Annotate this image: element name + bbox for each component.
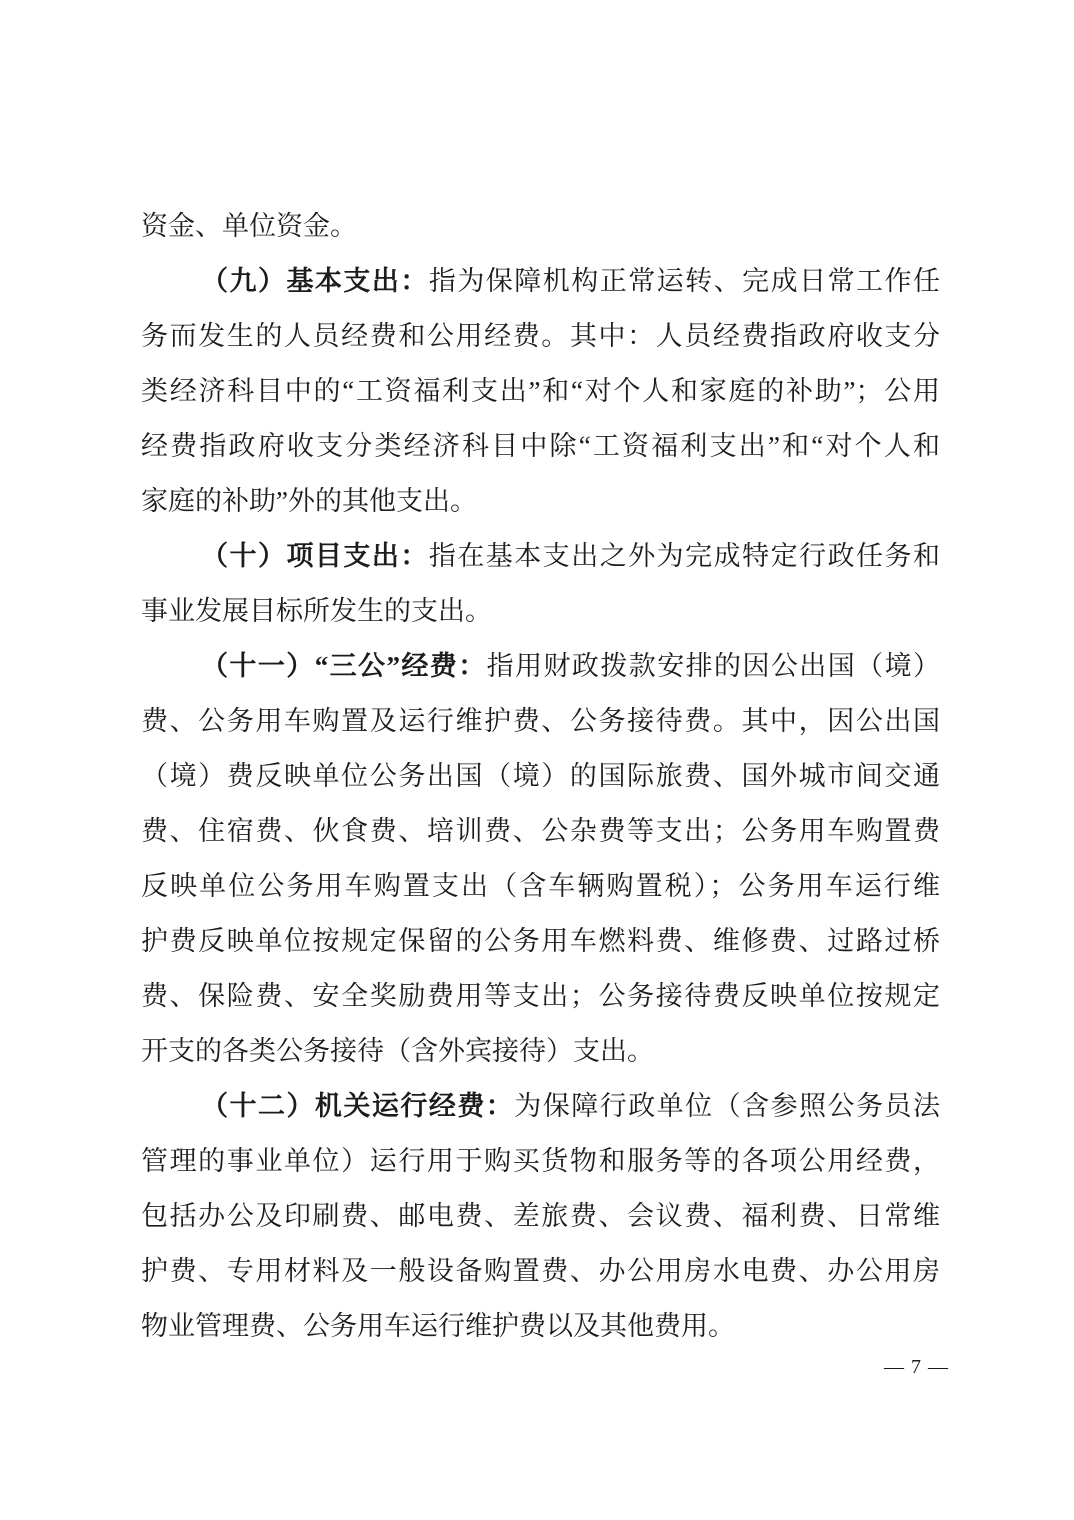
line-text: （境）费反映单位公务出国（境）的国际旅费、国外城市间交通 <box>141 761 940 791</box>
text-line <box>141 1024 940 1079</box>
line-text: 反映单位公务用车购置支出（含车辆购置税）；公务用车运行维 <box>141 871 940 901</box>
line-text: 家庭的补助”外的其他支出。 <box>141 486 477 516</box>
text-line <box>141 1244 940 1299</box>
line-text: 指为保障机构正常运转、完成日常工作任 <box>428 266 941 296</box>
line-text: 护费、专用材料及一般设备购置费、办公用房水电费、办公用房 <box>141 1256 940 1286</box>
line-text: 包括办公及印刷费、邮电费、差旅费、会议费、福利费、日常维 <box>141 1201 940 1231</box>
line-text: 务而发生的人员经费和公用经费。其中：人员经费指政府收支分 <box>141 321 940 351</box>
text-line <box>141 1189 940 1244</box>
text-line <box>141 474 940 529</box>
text-line <box>141 694 940 749</box>
line-text: 类经济科目中的“工资福利支出”和“对个人和家庭的补助”；公用 <box>141 376 940 406</box>
line-text: 开支的各类公务接待（含外宾接待）支出。 <box>141 1036 654 1066</box>
text-line <box>141 1134 940 1189</box>
text-line <box>141 199 940 254</box>
text-line <box>141 364 940 419</box>
text-line <box>141 309 940 364</box>
line-text: 为保障行政单位（含参照公务员法 <box>514 1091 941 1121</box>
clause-heading: （十二）机关运行经费： <box>201 1091 515 1121</box>
line-text: 物业管理费、公务用车运行维护费以及其他费用。 <box>141 1311 735 1341</box>
text-line <box>141 419 940 474</box>
line-text: 指用财政拨款安排的因公出国（境） <box>486 651 941 681</box>
text-line <box>141 804 940 859</box>
line-text: 费、住宿费、伙食费、培训费、公杂费等支出；公务用车购置费 <box>141 816 940 846</box>
line-text: 指在基本支出之外为完成特定行政任务和 <box>428 541 941 571</box>
line-text: 护费反映单位按规定保留的公务用车燃料费、维修费、过路过桥 <box>141 926 940 956</box>
line-text: 费、保险费、安全奖励费用等支出；公务接待费反映单位按规定 <box>141 981 940 1011</box>
text-line <box>141 529 940 584</box>
text-line <box>141 584 940 639</box>
text-line <box>141 254 940 309</box>
text-line <box>141 639 940 694</box>
line-text: 事业发展目标所发生的支出。 <box>141 596 492 626</box>
page-number: — 7 — <box>884 1356 949 1378</box>
line-text: 资金、单位资金。 <box>141 211 357 241</box>
text-line <box>141 859 940 914</box>
clause-heading: （十一）“三公”经费： <box>201 651 487 681</box>
line-text: 费、公务用车购置及运行维护费、公务接待费。其中，因公出国 <box>141 706 940 736</box>
document-body <box>141 199 940 1354</box>
text-line <box>141 914 940 969</box>
clause-heading: （九）基本支出： <box>201 266 429 296</box>
text-line <box>141 749 940 804</box>
text-line <box>141 969 940 1024</box>
line-text: 管理的事业单位）运行用于购买货物和服务等的各项公用经费， <box>141 1146 940 1176</box>
text-line <box>141 1299 940 1354</box>
line-text: 经费指政府收支分类经济科目中除“工资福利支出”和“对个人和 <box>141 431 940 461</box>
text-line <box>141 1079 940 1134</box>
clause-heading: （十）项目支出： <box>201 541 429 571</box>
